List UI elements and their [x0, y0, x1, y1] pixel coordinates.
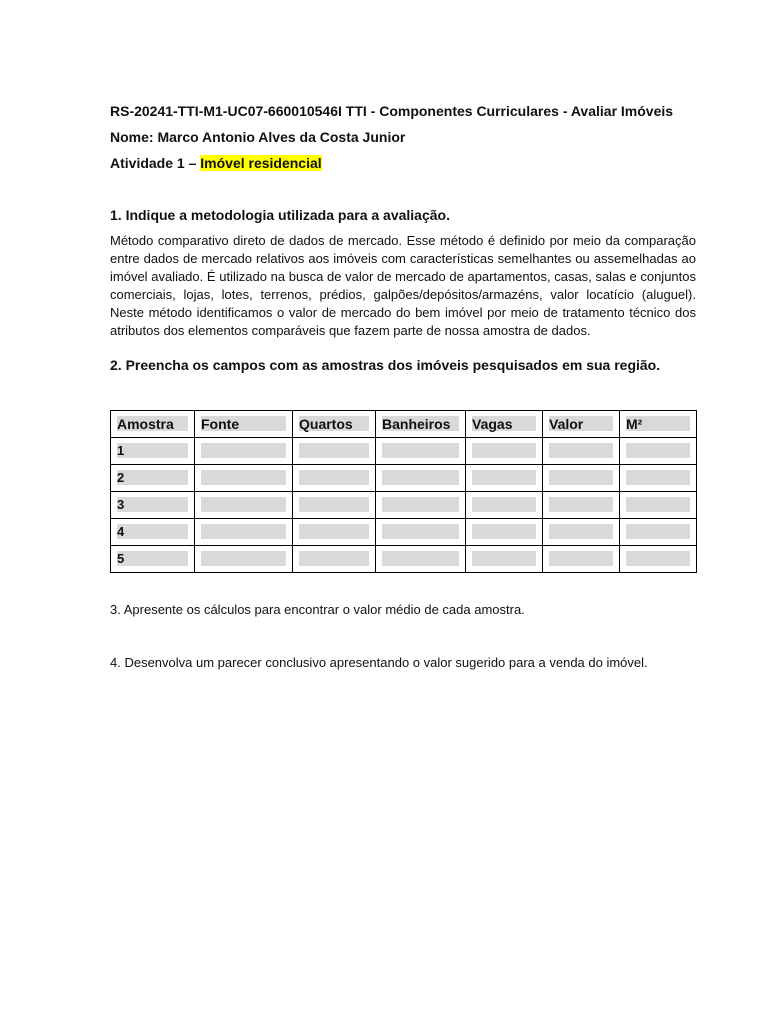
header-quartos: Quartos: [293, 411, 376, 438]
form-field[interactable]: [299, 470, 369, 485]
form-field[interactable]: [382, 497, 459, 512]
table-row: [111, 519, 697, 546]
sample-number: 4: [117, 524, 125, 539]
activity-title: [110, 154, 696, 172]
samples-table: [110, 410, 697, 573]
form-field[interactable]: [201, 470, 286, 485]
form-field[interactable]: [382, 470, 459, 485]
header-valor: Valor: [543, 411, 620, 438]
form-field[interactable]: [299, 497, 369, 512]
form-field[interactable]: [201, 497, 286, 512]
form-field[interactable]: [626, 551, 690, 566]
form-field[interactable]: [299, 443, 369, 458]
form-field[interactable]: [117, 443, 188, 458]
sample-number: 5: [117, 551, 125, 566]
form-field[interactable]: [201, 551, 286, 566]
form-field[interactable]: [472, 470, 536, 485]
form-field[interactable]: [382, 443, 459, 458]
table-row: [111, 492, 697, 519]
question-3-title: 3. Apresente os cálculos para encontrar o valor médio de cada amostra.: [110, 602, 525, 617]
form-field[interactable]: [549, 497, 613, 512]
question-1-answer: Método comparativo direto de dados de mercado. Esse método é definido por meio da comparação entre dados de mercado relativos aos imóveis com características semelhantes ou assemelhadas ao imóvel avaliado. É utilizado na busca de valor de mercado de apartamentos, casas, salas e conjuntos comerciais, lojas, lotes, terrenos, prédios, galpões/depósitos/armazéns, valor locatício (aluguel). Neste método identificamos o valor de mercado do bem imóvel por meio de tratamento técnico dos atributos dos elementos comparáveis que fazem parte de nossa amostra de dados.: [110, 233, 696, 338]
sample-number: 3: [117, 497, 125, 512]
student-name: Nome: Marco Antonio Alves da Costa Junior: [110, 129, 406, 145]
form-field[interactable]: [549, 524, 613, 539]
form-field[interactable]: [472, 443, 536, 458]
table-row: [111, 465, 697, 492]
form-field[interactable]: [299, 524, 369, 539]
form-field[interactable]: [472, 497, 536, 512]
form-field[interactable]: [549, 551, 613, 566]
header-vagas: Vagas: [466, 411, 543, 438]
form-field[interactable]: [382, 524, 459, 539]
form-field[interactable]: [626, 497, 690, 512]
question-2-title: 2. Preencha os campos com as amostras dos imóveis pesquisados em sua região.: [110, 357, 661, 373]
form-field[interactable]: [117, 497, 188, 512]
form-field[interactable]: [117, 470, 188, 485]
activity-highlight: Imóvel residencial: [200, 155, 322, 171]
header-amostra: Amostra: [111, 411, 195, 438]
form-field[interactable]: [117, 551, 188, 566]
sample-number: 2: [117, 470, 125, 485]
document-page: [110, 102, 696, 672]
form-field[interactable]: [201, 524, 286, 539]
table-header-row: [111, 411, 697, 438]
sample-number: 1: [117, 443, 125, 458]
form-field[interactable]: [626, 470, 690, 485]
form-field[interactable]: [117, 524, 188, 539]
form-field[interactable]: [549, 443, 613, 458]
header-fonte: Fonte: [195, 411, 293, 438]
form-field[interactable]: [472, 551, 536, 566]
question-4-title: 4. Desenvolva um parecer conclusivo apresentando o valor sugerido para a venda do imóvel.: [110, 655, 648, 670]
question-1-title: 1. Indique a metodologia utilizada para a avaliação.: [110, 207, 450, 223]
table-row: [111, 438, 697, 465]
form-field[interactable]: [382, 551, 459, 566]
form-field[interactable]: [472, 524, 536, 539]
document-code-line: RS-20241-TTI-M1-UC07-660010546I TTI - Componentes Curriculares - Avaliar Imóveis: [110, 103, 674, 119]
form-field[interactable]: [626, 524, 690, 539]
header-banheiros: Banheiros: [376, 411, 466, 438]
form-field[interactable]: [549, 470, 613, 485]
form-field[interactable]: [626, 443, 690, 458]
header-m2: M²: [620, 411, 697, 438]
table-row: [111, 546, 697, 573]
form-field[interactable]: [299, 551, 369, 566]
activity-prefix: Atividade 1 –: [110, 155, 201, 171]
form-field[interactable]: [201, 443, 286, 458]
